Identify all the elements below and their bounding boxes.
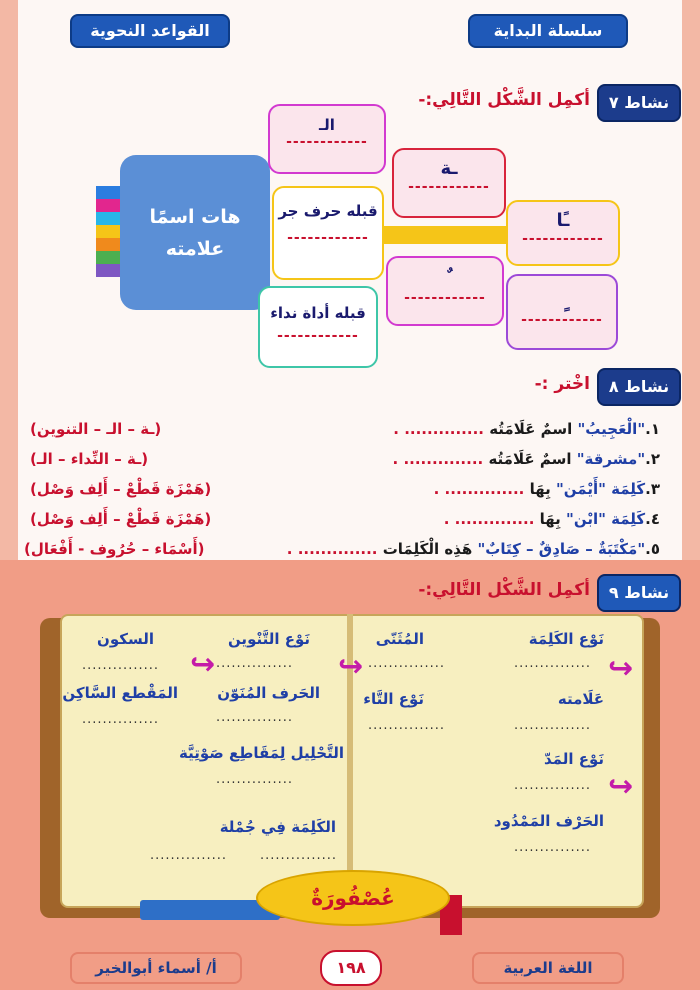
options-2: (ـة – النِّداء – الـ) xyxy=(30,450,149,468)
box-harf-jar-dots: ------------ xyxy=(287,230,369,246)
box-kasra-dots: ------------ xyxy=(521,312,603,328)
box-alef-label: ـًا xyxy=(556,210,570,231)
activity9-title: أكمِل الشَّكْل التَّالِي:- xyxy=(418,580,590,600)
box-harf-jar-label: قبله حرف جر xyxy=(278,202,378,220)
footer-teacher: أ/ أسماء أبوالخير xyxy=(70,952,242,984)
book-item-madd-type: نَوْع المَدّ xyxy=(544,750,604,768)
curve-arrow-icon: ↪ xyxy=(608,651,634,686)
activity7-badge: نشاط ٧ xyxy=(597,84,681,122)
word-oval-text: عُصْفُورَةٌ xyxy=(311,886,395,910)
book-dots-l3: ............... xyxy=(216,772,293,787)
box-tanween xyxy=(386,256,504,326)
book-dots-r3: ............... xyxy=(514,778,591,793)
book-item-tanween-letter: الحَرف المُنَوّن xyxy=(217,684,320,702)
book-dots-l2: ............... xyxy=(216,710,293,725)
box-nidaa-dots: ------------ xyxy=(277,328,359,344)
book-item-madd-letter: الحَرْف المَمْدُود xyxy=(493,812,604,830)
series-label: سلسلة البداية xyxy=(468,14,628,48)
activity8-title: اخْتر :- xyxy=(534,374,590,394)
connector-bar xyxy=(380,226,510,244)
question-1: ١."الْعَجِيبُ" اسمٌ عَلَامَتُه .............. . xyxy=(393,420,660,438)
question-5: ٥."مَكْتَبَةٌ – صَادِقٌ – كِتَابٌ" هَذِه الْكَلِمَات .............. . xyxy=(286,540,660,558)
book-dots-m2: ............... xyxy=(368,718,445,733)
box-al-label: الـ xyxy=(319,116,335,134)
options-1: (ـة – الـ – التنوين) xyxy=(30,420,162,438)
box-taa-dots: ------------ xyxy=(408,179,490,195)
book-dots-l1: ............... xyxy=(216,656,293,671)
book-dots-f1: ............... xyxy=(82,658,159,673)
book-item-syllable-analysis: التَّحْلِيل لِمَقَاطِع صَوْتِيَّة xyxy=(178,744,344,762)
book-item-tanween-type: نَوْع التَّنْوين xyxy=(227,630,310,648)
book-dots-r1: ............... xyxy=(514,656,591,671)
book-item-dual: المُثَنّى xyxy=(375,630,424,648)
book-dots-r4: ............... xyxy=(514,840,591,855)
box-nidaa xyxy=(258,286,378,368)
box-nidaa-label: قبله أداة نداء xyxy=(270,304,366,322)
box-taa xyxy=(392,148,506,218)
book-dots-r2: ............... xyxy=(514,718,591,733)
book-item-word-sentence: الكَلِمَة فِي جُمْلة xyxy=(219,818,336,836)
subject-label: القواعد النحوية xyxy=(70,14,230,48)
book-item-taa-type: نَوْع التَّاء xyxy=(363,690,424,708)
options-3: (هَمْزَة قَطْعْ – أَلِف وَصْل) xyxy=(30,480,212,498)
curve-arrow-icon: ↪ xyxy=(338,649,364,684)
box-kasra-label xyxy=(508,288,616,312)
book-dots-m1: ............... xyxy=(368,656,445,671)
box-alef-dots: ------------ xyxy=(522,231,604,247)
box-harf-jar xyxy=(272,186,384,280)
book-item-sukoon: السكون xyxy=(97,630,154,648)
box-tanween-dots: ------------ xyxy=(404,290,486,306)
curve-arrow-icon: ↪ xyxy=(608,769,634,804)
question-3: ٣.كَلِمَة "أَيْمَن" بِهَا .............. . xyxy=(433,480,660,498)
word-oval xyxy=(256,870,450,926)
book-dots-f2: ............... xyxy=(82,712,159,727)
box-taa-label: ـة xyxy=(440,158,458,179)
options-4: (هَمْزَة قَطْعْ – أَلِف وَصْل) xyxy=(30,510,212,528)
footer-language: اللغة العربية xyxy=(472,952,624,984)
curve-arrow-icon: ↪ xyxy=(190,647,216,682)
box-al xyxy=(268,104,386,174)
book-dots-l4: ............... xyxy=(150,848,227,863)
page-number: ١٩٨ xyxy=(320,950,382,986)
question-2: ٢."مشرقة" اسمٌ عَلَامَتُه .............. . xyxy=(392,450,660,468)
question-4: ٤.كَلِمَة "ابْن" بِهَا .............. . xyxy=(443,510,660,528)
book-item-sakin-syllable: المَقْطع السَّاكِن xyxy=(62,684,178,702)
book-dots-l4b: ............... xyxy=(260,848,337,863)
activity8-badge: نشاط ٨ xyxy=(597,368,681,406)
box-kasra xyxy=(506,274,618,350)
center-box xyxy=(120,155,270,310)
box-alef xyxy=(506,200,620,266)
box-al-dots: ------------ xyxy=(286,134,368,150)
activity9-badge: نشاط ٩ xyxy=(597,574,681,612)
activity7-title: أكمِل الشَّكْل التَّالِي:- xyxy=(418,90,590,110)
box-tanween-label xyxy=(388,266,502,290)
center-label: هات اسمًا علامته xyxy=(149,205,241,260)
book-item-word-type: نَوْع الكَلِمَة xyxy=(528,630,604,648)
book-item-sign: عَلَامته xyxy=(557,690,604,708)
options-5: (أَسْمَاء – حُرُوف - أَفْعَال) xyxy=(24,540,205,558)
